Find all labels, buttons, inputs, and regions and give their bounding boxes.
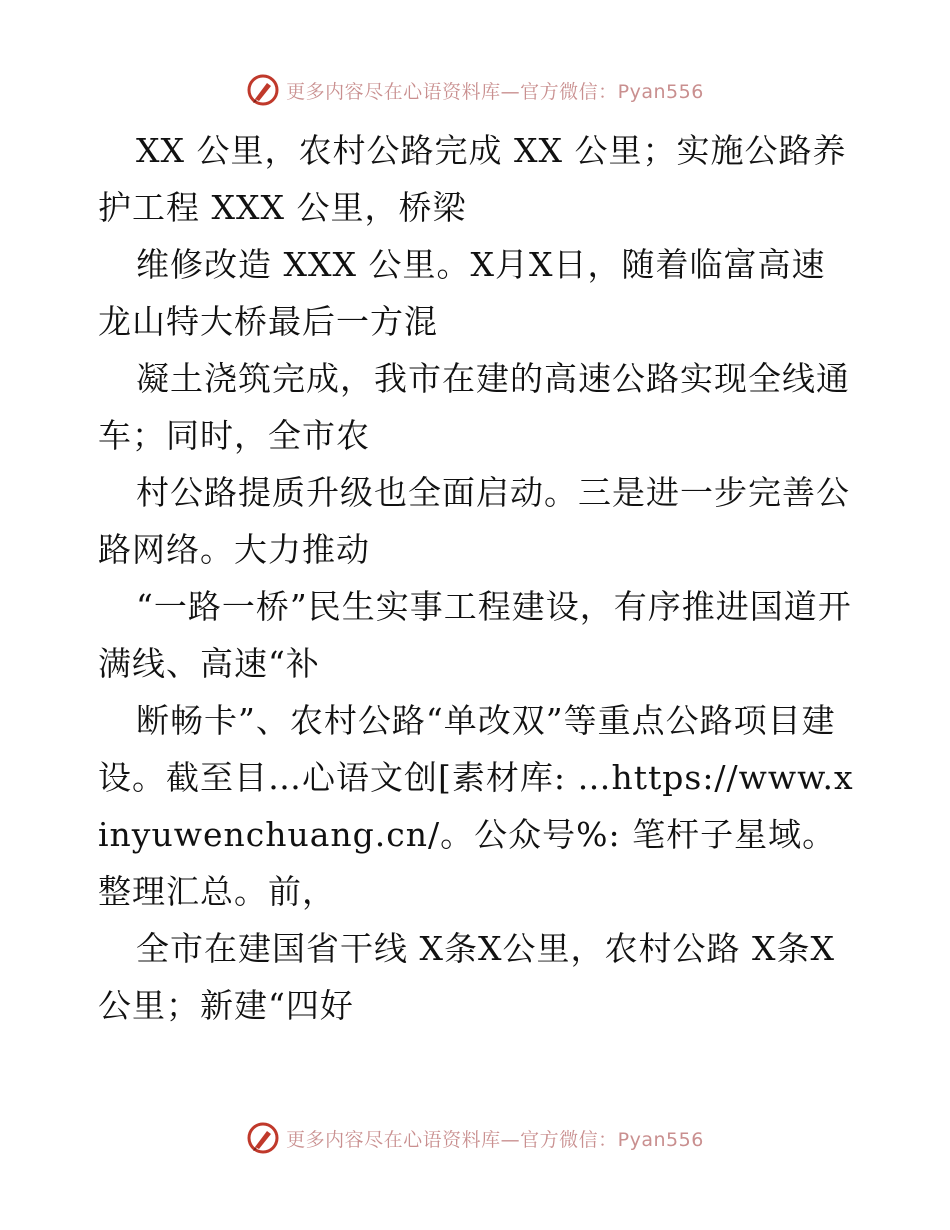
paragraph: 断畅卡”、农村公路“单改双”等重点公路项目建设。截至目…心语文创[素材库: …https://www.xinyuwenchuang.cn/。公众号%: 笔杆子星域。整理汇总。前， (98, 701, 854, 911)
paragraph: “一路一桥”民生实事工程建设，有序推进国道开满线、高速“补 (98, 587, 852, 683)
pen-logo-icon (246, 1121, 280, 1155)
footer-watermark (0, 1118, 950, 1158)
pen-logo-icon (246, 73, 280, 107)
document-body (98, 122, 858, 1034)
paragraph: 村公路提质升级也全面启动。三是进一步完善公路网络。大力推动 (98, 473, 850, 569)
paragraph: 全市在建国省干线 X条X公里，农村公路 X条X公里；新建“四好 (98, 929, 835, 1025)
watermark-text: 更多内容尽在心语资料库—官方微信：Pyan556 (286, 80, 704, 103)
paragraph: XX 公里，农村公路完成 XX 公里；实施公路养护工程 XXX 公里，桥梁 (98, 131, 847, 227)
paragraph: 维修改造 XXX 公里。X月X日，随着临富高速龙山特大桥最后一方混 (98, 245, 826, 341)
header-watermark (0, 70, 950, 110)
watermark-text: 更多内容尽在心语资料库—官方微信：Pyan556 (286, 1128, 704, 1151)
paragraph: 凝土浇筑完成，我市在建的高速公路实现全线通车；同时，全市农 (98, 359, 850, 455)
